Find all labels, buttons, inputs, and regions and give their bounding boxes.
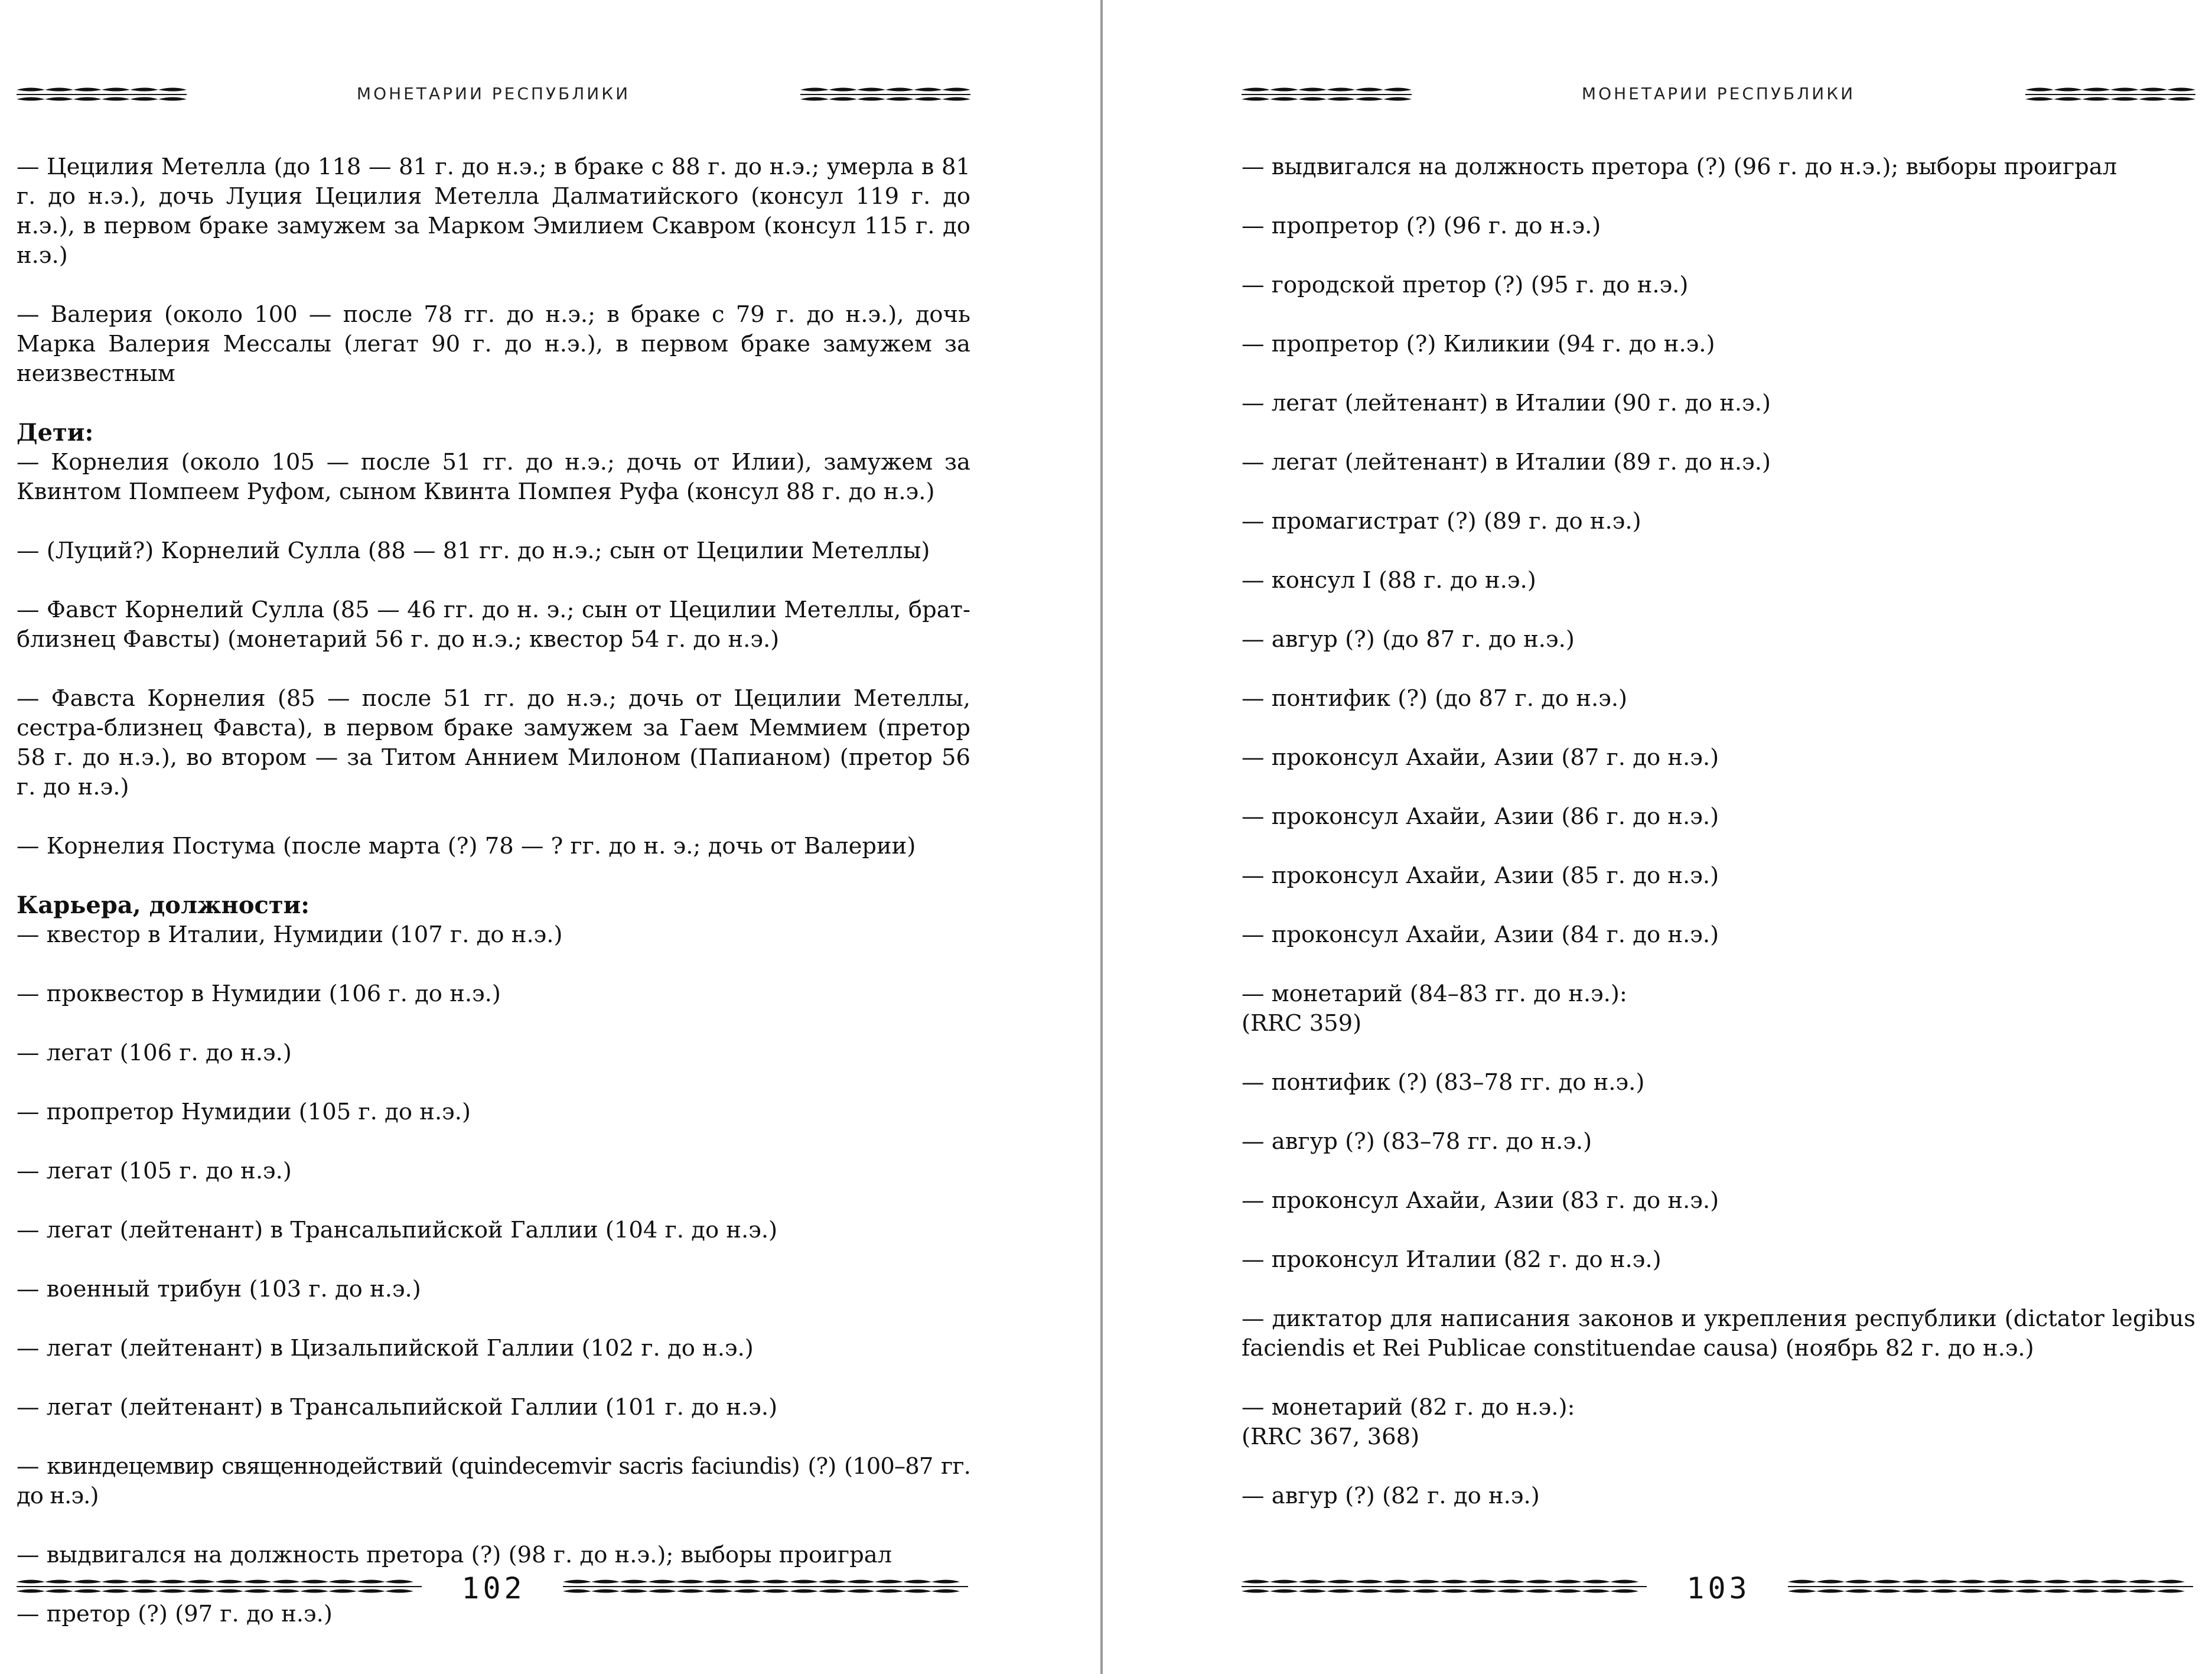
career-entry: — консул I (88 г. до н.э.)	[1242, 567, 1536, 594]
child-entry: — Корнелия (около 105 — после 51 гг. до н.э.; дочь от Илии), замужем за Квинтом Помпеем Руфом, сыном Квинта Помпея Руфа (консул 88 г. до н.э.)	[17, 449, 970, 505]
career-entry: — авгур (?) (83–78 гг. до н.э.)	[1242, 1128, 1592, 1155]
career-entry: — проквестор в Нумидии (106 г. до н.э.)	[17, 981, 501, 1007]
ornament-leaf	[1788, 1580, 1816, 1584]
career-entry: — проконсул Ахайи, Азии (83 г. до н.э.)	[1242, 1187, 1719, 1214]
book-spine-divider	[1100, 0, 1103, 1674]
ornament-leaf	[2156, 1580, 2185, 1584]
ornament-leaf	[591, 1590, 620, 1593]
coin-reference: (RRC 367, 368)	[1242, 1424, 1420, 1450]
ornament-stem	[563, 1586, 968, 1587]
ornament-leaf	[2128, 1580, 2156, 1584]
ornament-leaf	[2156, 1590, 2185, 1593]
ornament-leaf	[903, 1590, 931, 1593]
ornament-leaf	[1845, 1580, 1873, 1584]
ornament-leaf	[1986, 1580, 2015, 1584]
career-entry: — проконсул Ахайи, Азии (87 г. до н.э.)	[1242, 744, 1719, 771]
children-heading: Дети:	[17, 419, 94, 447]
ornament-leaf	[1958, 1580, 1986, 1584]
career-entry: — пропретор (?) Киликии (94 г. до н.э.)	[1242, 331, 1715, 357]
ornament-leaf	[1986, 1590, 2015, 1593]
career-entry: — пропретор (?) (96 г. до н.э.)	[1242, 213, 1601, 239]
ornament-leaf	[676, 1580, 705, 1584]
page-footer	[1242, 1572, 2195, 1603]
career-entry: — выдвигался на должность претора (?) (98 г. до н.э.); выборы проиграл	[17, 1542, 892, 1568]
career-entry: — монетарий (82 г. до н.э.):	[1242, 1394, 1575, 1421]
ornament-stem	[1788, 1586, 2193, 1587]
ornament-leaf	[1845, 1590, 1873, 1593]
career-entry: — легат (лейтенант) в Трансальпийской Галлии (104 г. до н.э.)	[17, 1217, 778, 1243]
ornament-leaf	[733, 1580, 761, 1584]
ornament-leaf	[761, 1590, 790, 1593]
ornament-leaf	[790, 1590, 818, 1593]
ornament-leaf	[2100, 1590, 2128, 1593]
career-entry: — авгур (?) (до 87 г. до н.э.)	[1242, 626, 1575, 653]
ornament-leaf	[2128, 1590, 2156, 1593]
career-entry: — легат (лейтенант) в Италии (89 г. до н.э.)	[1242, 449, 1771, 476]
ornament-leaf	[931, 1590, 960, 1593]
ornament-leaf	[648, 1590, 676, 1593]
footer-ornament-right-icon	[1788, 1576, 2195, 1600]
child-entry: — Фавста Корнелия (85 — после 51 гг. до н.э.; дочь от Цецилии Метеллы, сестра-близнец Фавста), в первом браке замужем за Гаем Меммием (претор 58 г. до н.э.), во втором — за Титом Аннием Милоном (Папианом) (претор 56 г. до н.э.)	[17, 685, 970, 800]
career-entry: — квиндецемвир священнодействий (quindecemvir sacris faciundis) (?) (100–87 гг. до н.э.)	[17, 1453, 970, 1509]
footer-ornament-right-svg	[1788, 1576, 2195, 1597]
ornament-leaf	[903, 1580, 931, 1584]
ornament-leaf	[2015, 1580, 2043, 1584]
career-entry: — легат (лейтенант) в Италии (90 г. до н.э.)	[1242, 390, 1771, 416]
child-entry: — (Луций?) Корнелий Сулла (88 — 81 гг. до н.э.; сын от Цецилии Метеллы)	[17, 538, 930, 564]
ornament-leaf	[875, 1580, 903, 1584]
career-entry: — проконсул Ахайи, Азии (86 г. до н.э.)	[1242, 803, 1719, 830]
ornament-leaf	[1816, 1580, 1845, 1584]
running-header	[1242, 82, 2195, 108]
ornament-leaf	[705, 1590, 733, 1593]
career-entry: — проконсул Ахайи, Азии (85 г. до н.э.)	[1242, 862, 1719, 889]
ornament-leaf	[1930, 1590, 1958, 1593]
page-number: 102	[461, 1571, 526, 1605]
ornament-leaf	[676, 1590, 705, 1593]
right-page	[1242, 0, 2195, 1674]
career-entry: — квестор в Италии, Нумидии (107 г. до н.э.)	[17, 921, 563, 948]
ornament-right-icon	[2024, 84, 2195, 108]
career-entry: — понтифик (?) (до 87 г. до н.э.)	[1242, 685, 1628, 712]
footer-ornament-right-icon	[563, 1576, 970, 1600]
ornament-leaf	[620, 1580, 648, 1584]
running-header	[17, 82, 970, 108]
career-entry: — легат (105 г. до н.э.)	[17, 1158, 292, 1184]
footer-ornament-right-svg	[563, 1576, 970, 1597]
ornament-leaf	[875, 1590, 903, 1593]
page-number: 103	[1686, 1571, 1751, 1605]
career-entry: — промагистрат (?) (89 г. до н.э.)	[1242, 508, 1641, 535]
career-heading: Карьера, должности:	[17, 891, 310, 919]
ornament-leaf	[2015, 1590, 2043, 1593]
career-entry: — проконсул Италии (82 г. до н.э.)	[1242, 1246, 1662, 1273]
left-page-body	[17, 152, 970, 1659]
career-entry: — авгур (?) (82 г. до н.э.)	[1242, 1483, 1540, 1509]
ornament-leaf	[931, 1580, 960, 1584]
ornament-leaf	[846, 1580, 875, 1584]
ornament-leaf	[1901, 1580, 1930, 1584]
header-title: МОНЕТАРИИ РЕСПУБЛИКИ	[356, 84, 631, 103]
career-entry: — пропретор Нумидии (105 г. до н.э.)	[17, 1099, 471, 1125]
ornament-leaf	[1873, 1590, 1901, 1593]
page-footer	[17, 1572, 970, 1603]
right-page-body	[1242, 152, 2195, 1541]
left-page	[17, 0, 970, 1674]
career-entry: — военный трибун (103 г. до н.э.)	[17, 1276, 421, 1302]
ornament-leaf	[846, 1590, 875, 1593]
career-entry: — выдвигался на должность претора (?) (96 г. до н.э.); выборы проиграл	[1242, 154, 2117, 180]
ornament-leaf	[1901, 1590, 1930, 1593]
career-entry: — проконсул Ахайи, Азии (84 г. до н.э.)	[1242, 921, 1719, 948]
ornament-leaf	[1958, 1590, 1986, 1593]
ornament-leaf	[1788, 1590, 1816, 1593]
ornament-leaf	[790, 1580, 818, 1584]
ornament-leaf	[648, 1580, 676, 1584]
career-entry: — легат (106 г. до н.э.)	[17, 1040, 292, 1066]
ornament-leaf	[1873, 1580, 1901, 1584]
career-entry: — городской претор (?) (95 г. до н.э.)	[1242, 272, 1689, 298]
wife-entry: — Цецилия Метелла (до 118 — 81 г. до н.э.; в браке с 88 г. до н.э.; умерла в 81 г. до н.э.), дочь Луция Цецилия Метелла Далматийского (консул 119 г. до н.э.), в первом браке замужем за Марком Эмилием Скавром (консул 115 г. до н.э.)	[17, 154, 970, 269]
ornament-leaf	[2071, 1590, 2100, 1593]
ornament-right-icon	[799, 84, 970, 108]
ornament-leaf	[563, 1580, 591, 1584]
ornament-leaf	[591, 1580, 620, 1584]
career-entry: — легат (лейтенант) в Цизальпийской Галлии (102 г. до н.э.)	[17, 1335, 754, 1362]
ornament-leaf	[2043, 1590, 2071, 1593]
ornament-leaf	[818, 1590, 846, 1593]
career-entry: — диктатор для написания законов и укрепления республики (dictator legibus faciendis et Rei Publicae constituendae causa) (ноябрь 82 г. до н.э.)	[1242, 1305, 2195, 1362]
wife-entry: — Валерия (около 100 — после 78 гг. до н.э.; в браке с 79 г. до н.э.), дочь Марка Валерия Мессалы (легат 90 г. до н.э.), в первом браке замужем за неизвестным	[17, 301, 970, 387]
ornament-leaf	[818, 1580, 846, 1584]
coin-reference: (RRC 359)	[1242, 1010, 1362, 1037]
career-entry: — монетарий (84–83 гг. до н.э.):	[1242, 981, 1627, 1007]
ornament-leaf	[1930, 1580, 1958, 1584]
career-entry: — понтифик (?) (83–78 гг. до н.э.)	[1242, 1069, 1645, 1096]
ornament-leaf	[733, 1590, 761, 1593]
ornament-leaf	[705, 1580, 733, 1584]
ornament-leaf	[2043, 1580, 2071, 1584]
child-entry: — Фавст Корнелий Сулла (85 — 46 гг. до н. э.; сын от Цецилии Метеллы, брат-близнец Фавсты) (монетарий 56 г. до н.э.; квестор 54 г. до н.э.)	[17, 597, 970, 653]
ornament-leaf	[761, 1580, 790, 1584]
ornament-leaf	[620, 1590, 648, 1593]
career-entry: — легат (лейтенант) в Трансальпийской Галлии (101 г. до н.э.)	[17, 1394, 778, 1421]
header-title: МОНЕТАРИИ РЕСПУБЛИКИ	[1581, 84, 1856, 103]
career-entry: — претор (?) (97 г. до н.э.)	[17, 1601, 333, 1627]
child-entry: — Корнелия Постума (после марта (?) 78 — ? гг. до н. э.; дочь от Валерии)	[17, 833, 916, 859]
ornament-leaf	[2100, 1580, 2128, 1584]
ornament-leaf	[1816, 1590, 1845, 1593]
ornament-leaf	[563, 1590, 591, 1593]
ornament-leaf	[2071, 1580, 2100, 1584]
